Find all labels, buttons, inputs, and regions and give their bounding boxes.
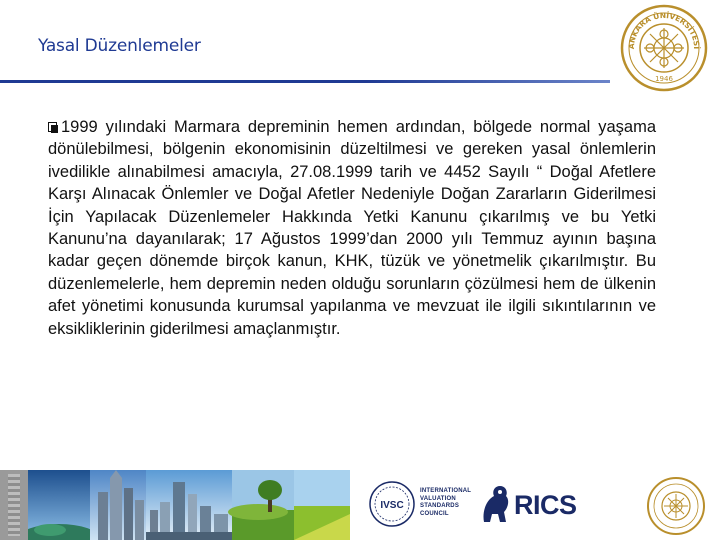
- university-seal-small-logo: [646, 476, 706, 536]
- footer-photo-collage: [28, 470, 350, 540]
- ivsc-mark-text: IVSC: [380, 500, 404, 511]
- checkbox-bullet-icon: [48, 122, 58, 133]
- footer-banner: [0, 470, 720, 540]
- paragraph-text: 1999 yılındaki Marmara depreminin hemen ardından, bölgede normal yaşama dönülebilmesi, bölgenin ekonomisinin düzeltilmesi ve gereken yasal önlemlerin ivedilikle alınabilmesi amacıyla, 27.08.1999 tarih ve 4452 Sayılı “ Doğal Afetlere Karşı Alınacak Önlemler ve Doğal Afetler Nedeniyle Doğan Zararların Giderilmesi İçin Yapılacak Düzenlemeler Hakkında Yetki Kanunu çıkarılmış ve bu Yetki Kanunu’na dayanılarak; 17 Ağustos 1999’dan 2000 yılı Temmuz ayının başına kadar geçen dönemde birçok kanun, KHK, tüzük ve yönetmelik çıkarılmıştır. Bu düzenlemelerle, hem depremin neden olduğu sorunların çözülmesi hem de ülkenin afet yönetimi konusunda kurumsal yapılanma ve mevzuat ile ilgili sıkıntılarının ve eksikliklerinin giderilmesi amaçlanmıştır.: [48, 118, 656, 338]
- seal-year-text: 1946: [655, 75, 673, 83]
- university-seal-logo: [620, 4, 708, 92]
- footer-partner-logos: [350, 470, 720, 540]
- slide-title: Yasal Düzenlemeler: [38, 36, 201, 56]
- ivsc-logo: [368, 480, 416, 528]
- ivsc-name-text: INTERNATIONAL VALUATION STANDARDS COUNCIL: [420, 488, 472, 517]
- body-paragraph: [48, 116, 656, 340]
- title-underline: [0, 80, 610, 83]
- rics-logo-text: RICS: [514, 490, 577, 520]
- seal-university-text: ANKARA ÜNİVERSİTESİ: [626, 10, 702, 50]
- footer-left-strip: [0, 470, 28, 540]
- rics-lion-icon: [478, 482, 512, 528]
